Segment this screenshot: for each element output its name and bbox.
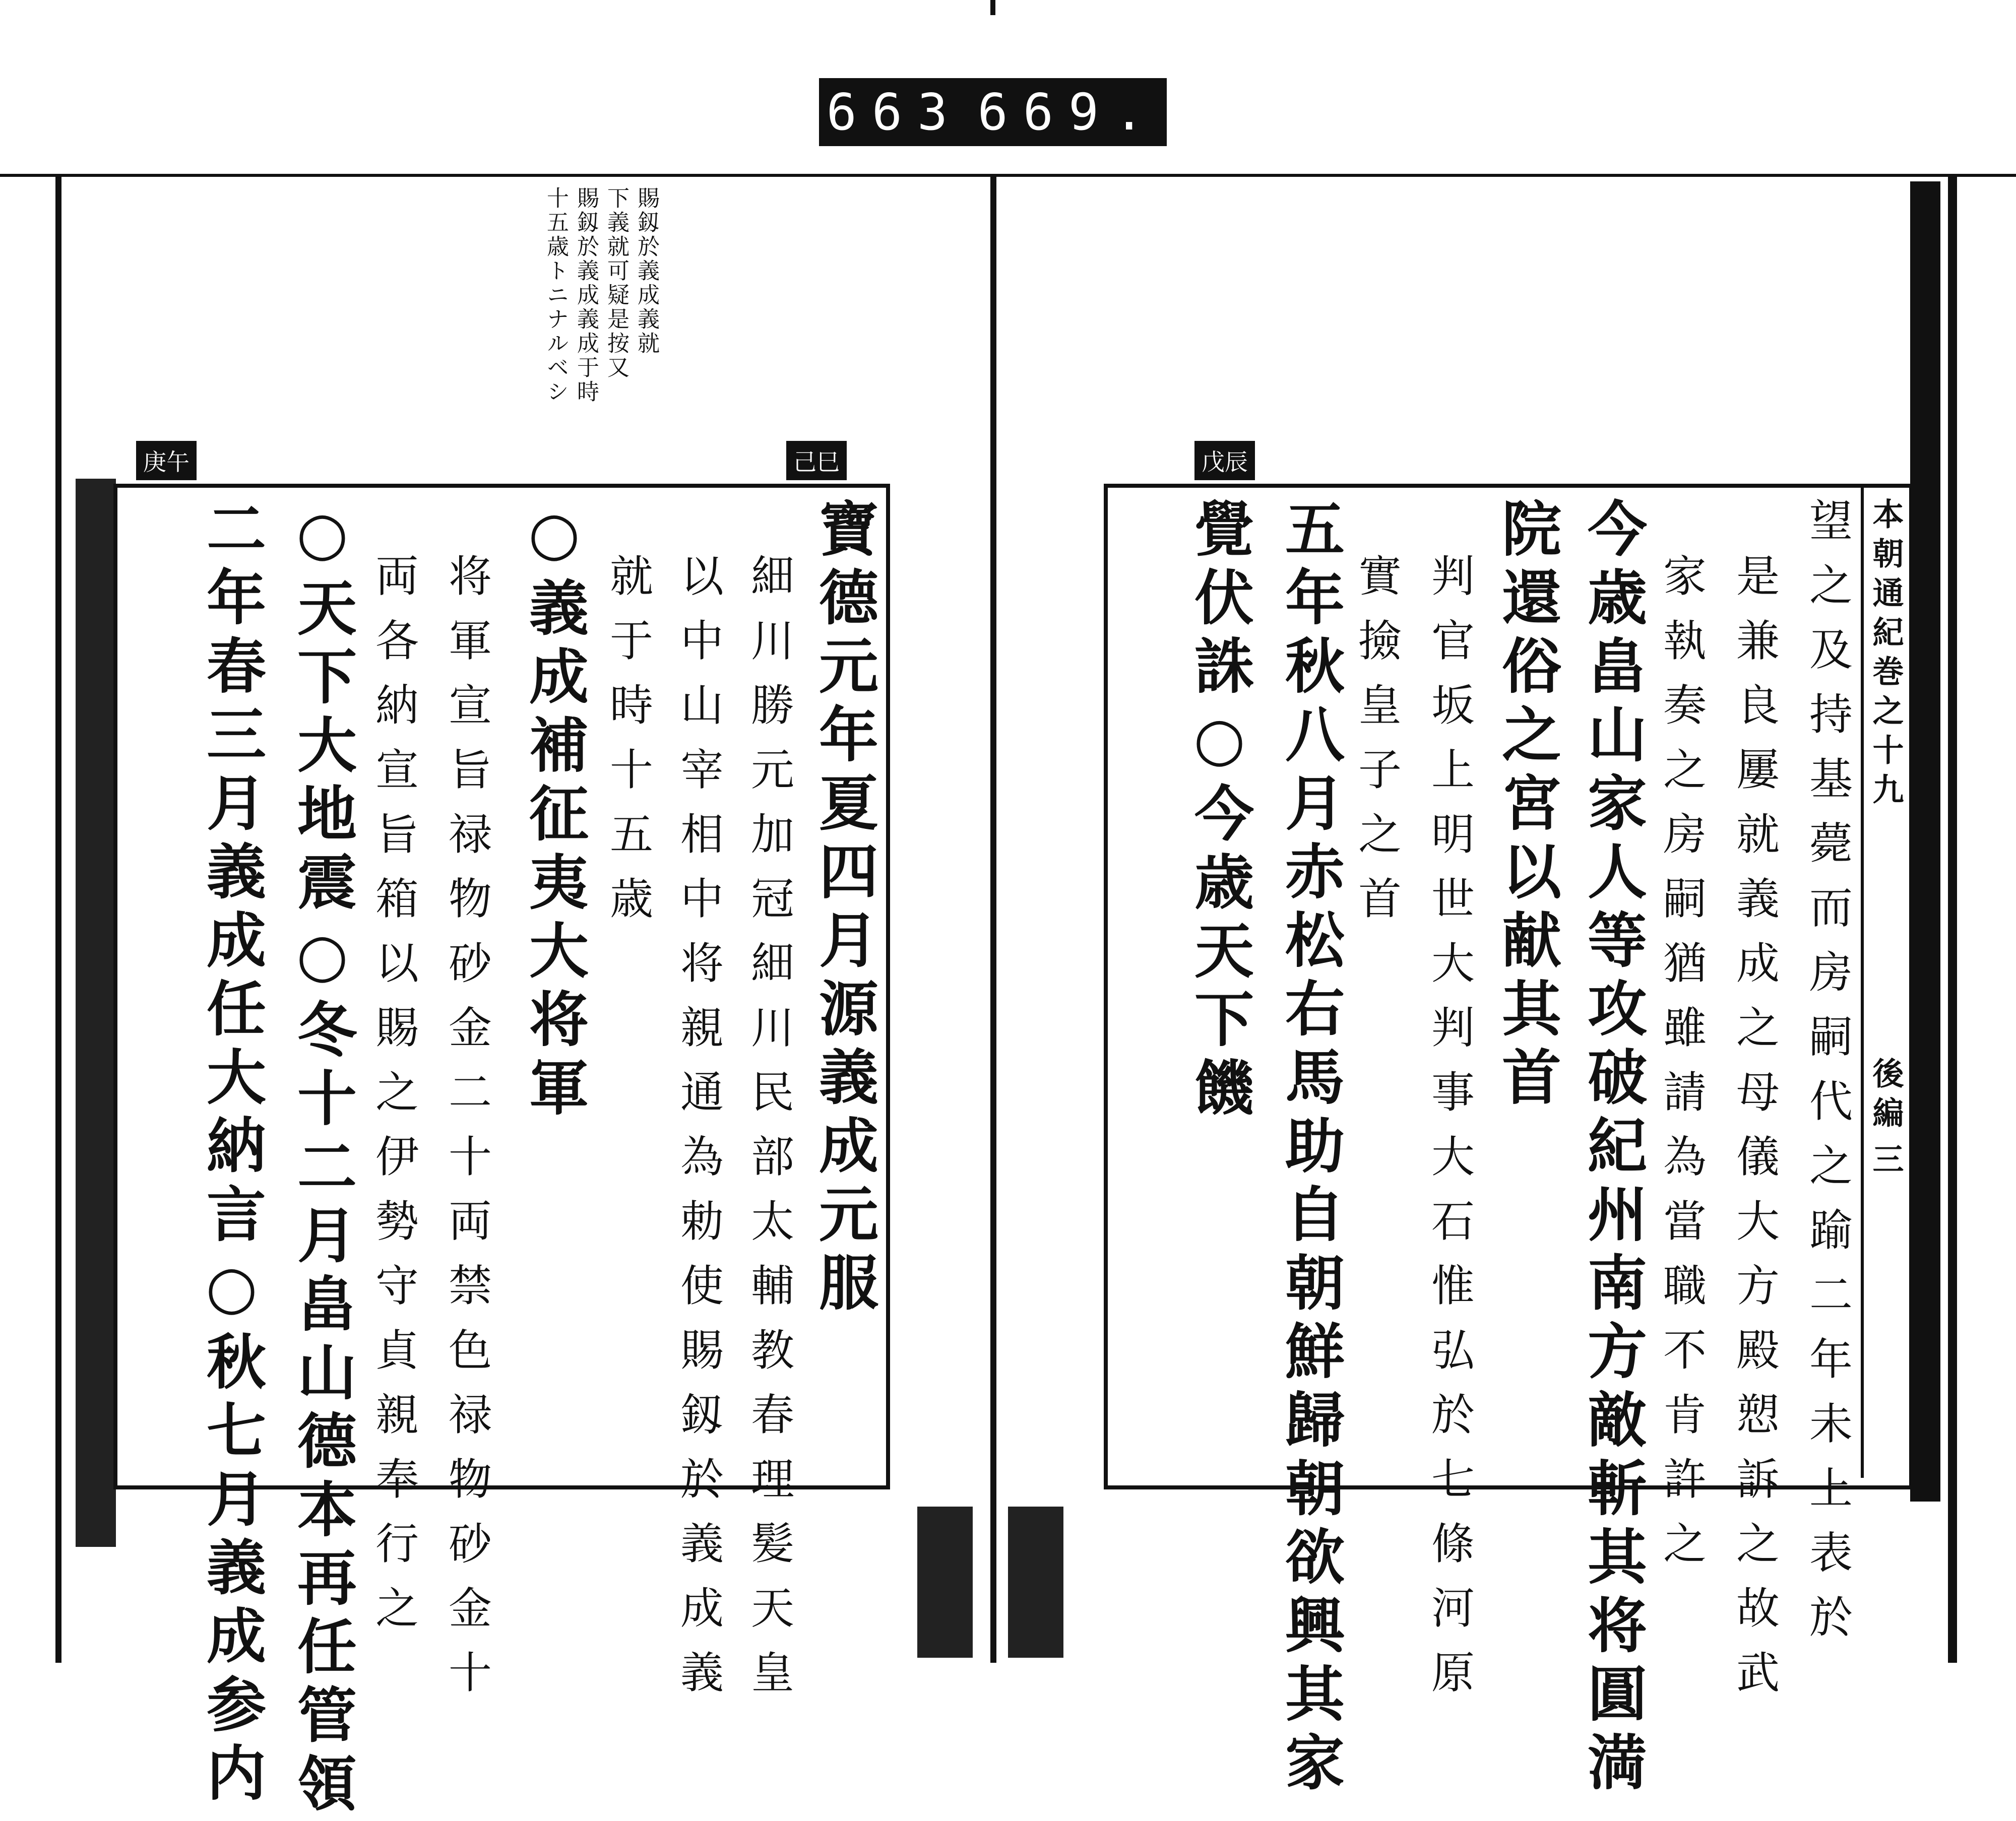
right-column-8: 五年秋八月赤松右馬助自朝鮮歸朝欲興其家 (1275, 498, 1345, 1800)
left-text-frame (113, 484, 890, 1821)
era-tab-left-2: 己巳 (786, 441, 847, 480)
running-head-section: 後編 (1867, 1057, 1904, 1136)
scan-mark-top (990, 0, 995, 15)
running-head-title: 本朝通紀巻之十九 (1867, 498, 1904, 812)
right-column-4: 今歳畠山家人等攻破紀州南方敵斬其将圓満 (1578, 498, 1648, 1800)
era-tab-left-1: 庚午 (136, 441, 197, 480)
left-page-edge (76, 479, 116, 1547)
margin-note-line-1: 賜釼於義成義就 (634, 186, 659, 356)
text-column-5: ○義成補征夷大将軍 (519, 498, 589, 1125)
right-column-5: 院還俗之宮以献其首 (1492, 498, 1562, 1115)
text-column-6: 将軍宣旨禄物砂金二十両禁色禄物砂金十 (441, 553, 491, 1714)
page-number-label (819, 78, 1167, 146)
right-column-3: 家執奏之房嗣猶雖請為當職不肯許之 (1656, 553, 1706, 1585)
text-column-3: 以中山宰相中将親通為勅使賜釼於義成義 (673, 553, 723, 1714)
text-column-4: 就于時十五歳 (602, 553, 653, 940)
running-head-strip (1861, 488, 1909, 1478)
text-column-7: 両各納宣旨箱以賜之伊勢守貞親奉行之 (368, 553, 418, 1650)
right-column-9: 覺伏誅○今歳天下饑 (1184, 498, 1254, 1125)
page-number-left: 663 (826, 83, 963, 142)
right-column-2: 是兼良屢就義成之母儀大方殿愬訴之故武 (1729, 553, 1779, 1714)
right-text-frame (1104, 484, 1913, 1800)
right-column-6: 判官坂上明世大判事大石惟弘於七條河原 (1424, 553, 1474, 1714)
margin-note-line-3: 賜釼於義成義成于時 (573, 186, 599, 404)
margin-note-line-2: 下義就可疑是按又 (603, 186, 629, 380)
right-column-7: 實撿皇子之首 (1351, 553, 1401, 940)
right-page-edge (1910, 181, 1940, 1502)
right-column-1: 望之及持基薨而房嗣代之踰二年未上表於 (1802, 498, 1852, 1659)
margin-note-line-4: 十五歳トニナルベシ (543, 186, 569, 404)
running-head-folio: 三 (1867, 1143, 1904, 1174)
era-tab-right-1: 戊辰 (1194, 441, 1255, 480)
text-column-1: 寶德元年夏四月源義成元服 (809, 498, 879, 1320)
text-column-9: 二年春三月義成任大納言○秋七月義成参内 (197, 498, 267, 1810)
page-number-right: 669. (977, 83, 1160, 142)
text-column-8: ○天下大地震○冬十二月畠山德本再任管領 (287, 498, 357, 1821)
gutter-shadow-left (917, 1507, 973, 1658)
text-column-2: 細川勝元加冠細川民部太輔教春理髪天皇 (743, 553, 794, 1714)
